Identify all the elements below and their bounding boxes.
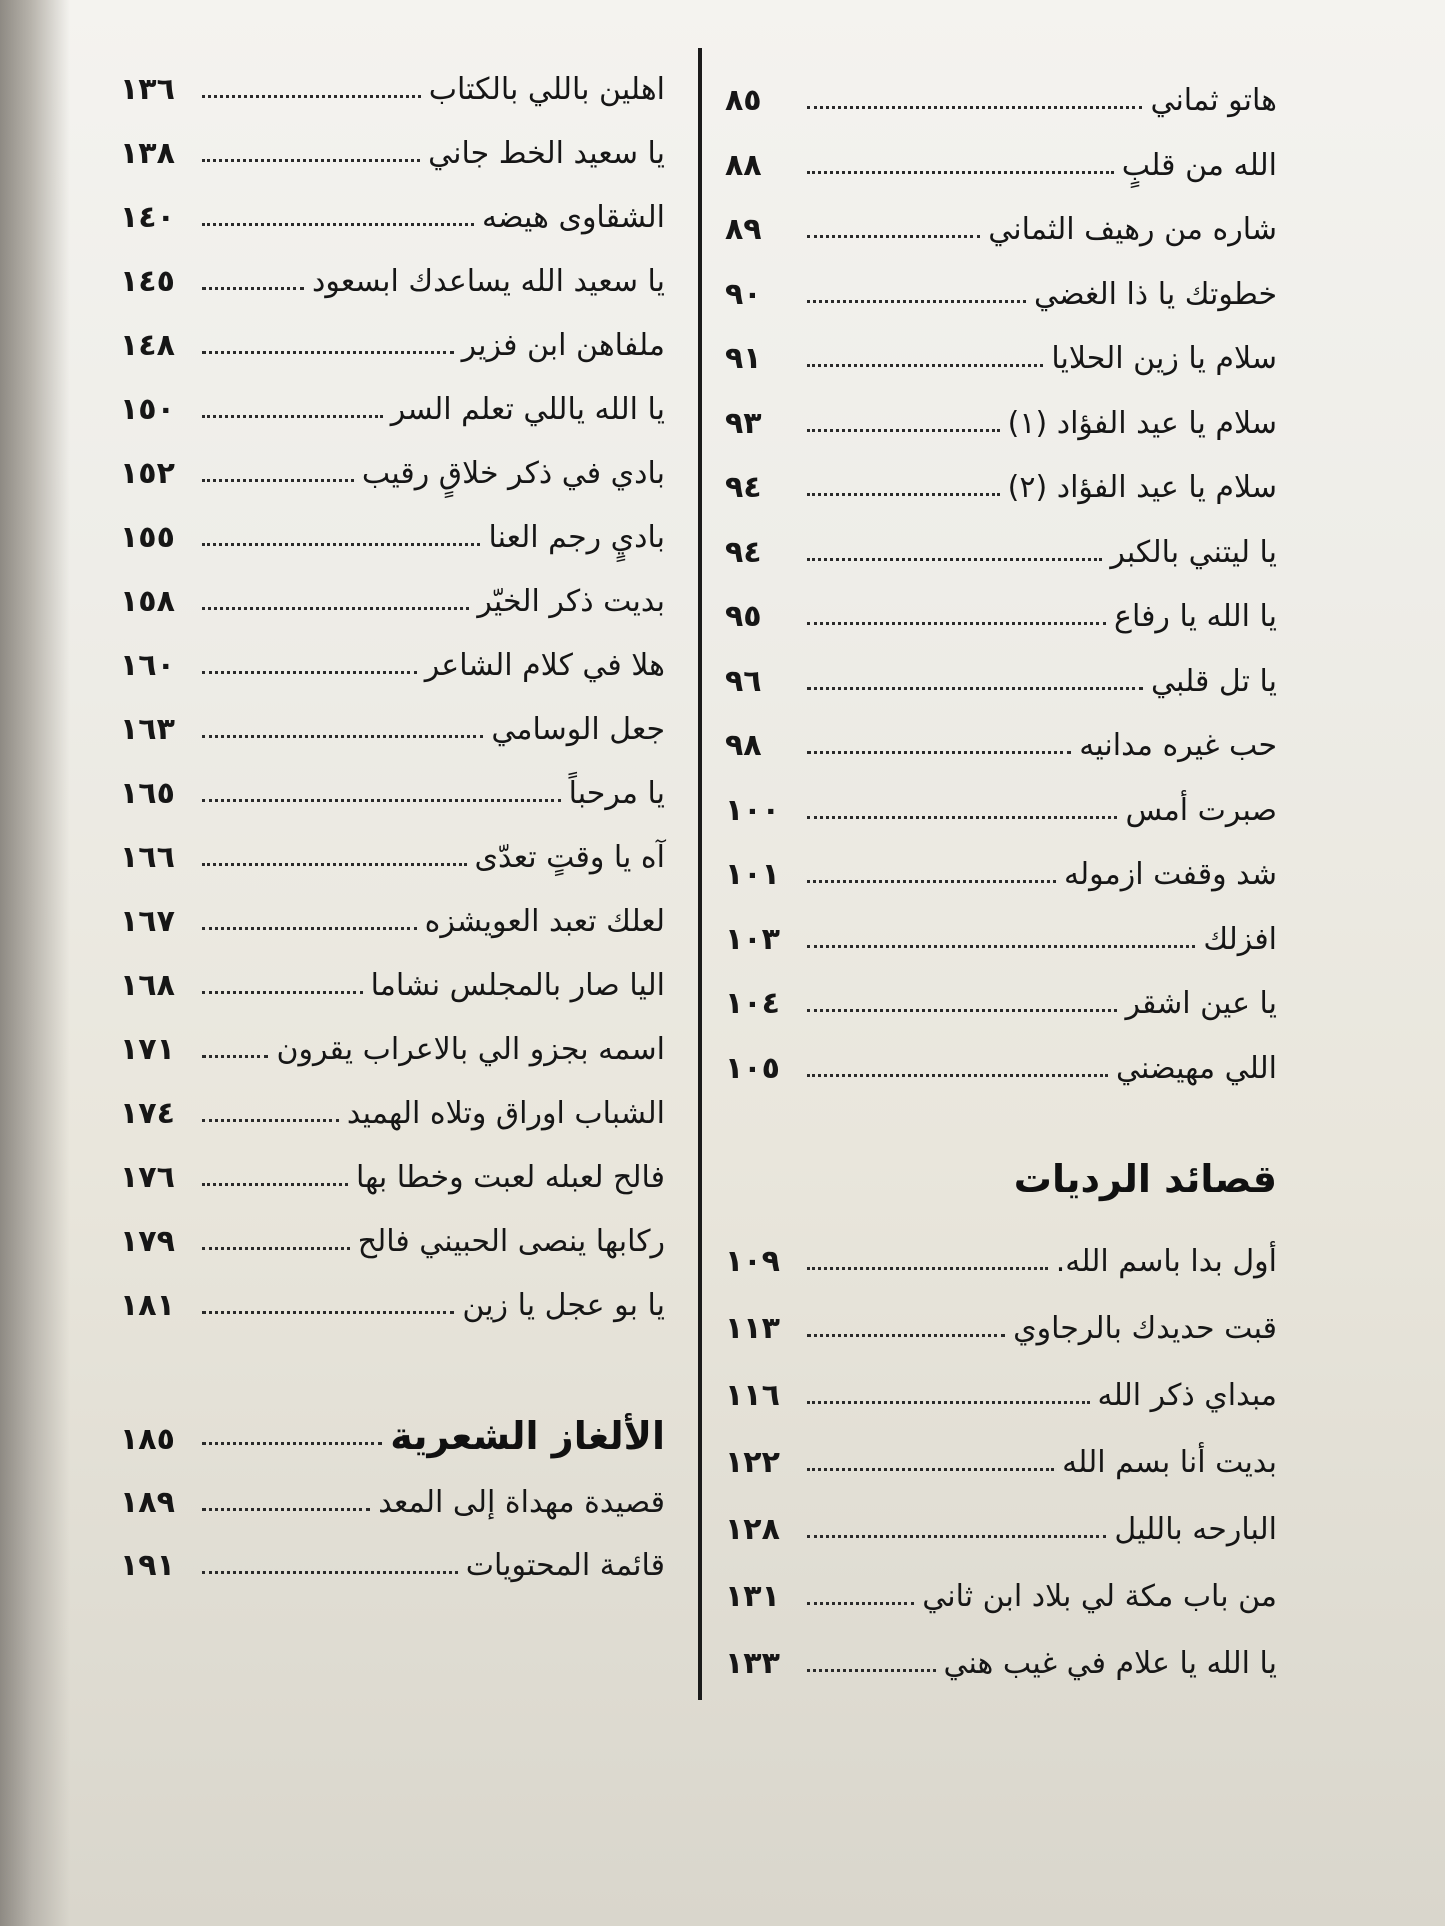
toc-entry-page-number: ١٢٨	[725, 1512, 780, 1547]
section-heading-title: الألغاز الشعرية	[390, 1414, 665, 1458]
toc-entry	[120, 375, 665, 425]
toc-entry-title: بديت ذكر الخيّر	[477, 584, 665, 619]
toc-entry-title: حب غيره مدانيه	[1079, 728, 1277, 763]
toc-entry-page-number: ١٤٨	[120, 328, 175, 363]
toc-entry-title: شاره من رهيف الثماني	[988, 212, 1277, 247]
toc-entry	[120, 503, 665, 553]
toc-entry-title: يا سعيد الله يساعدك ابسعود	[312, 264, 665, 299]
toc-entry	[725, 582, 1277, 632]
dot-leader	[807, 171, 1114, 174]
dot-leader	[202, 1055, 268, 1058]
toc-entry-page-number: ١٤٥	[120, 264, 175, 299]
toc-entry	[120, 439, 665, 489]
toc-entry-title: قصيدة مهداة إلى المعد	[378, 1485, 665, 1520]
toc-entry	[120, 695, 665, 745]
dot-leader	[202, 479, 354, 482]
toc-entry	[120, 55, 665, 105]
toc-entry	[120, 823, 665, 873]
toc-entry-title: البارحه بالليل	[1114, 1512, 1277, 1547]
toc-entry-title: يا سعيد الخط جاني	[428, 136, 665, 171]
dot-leader	[807, 1669, 936, 1672]
section-heading	[120, 1395, 665, 1458]
toc-entry	[120, 1207, 665, 1257]
toc-entry-title: هلا في كلام الشاعر	[424, 648, 665, 683]
toc-entry-title: قائمة المحتويات	[465, 1548, 665, 1583]
toc-entry-page-number: ١٨٩	[120, 1485, 175, 1520]
dot-leader	[202, 1442, 382, 1445]
toc-entry-page-number: ٨٩	[725, 212, 762, 247]
toc-entry-title: شد وقفت ازموله	[1063, 857, 1277, 892]
toc-entry-page-number: ١٥٥	[120, 520, 175, 555]
toc-entry-title: يا الله ياللي تعلم السر	[390, 392, 665, 427]
toc-entry	[725, 1495, 1277, 1545]
toc-entry-title: يا ليتني بالكبر	[1110, 534, 1277, 570]
toc-entry-title: اهلين باللي بالكتاب	[428, 72, 665, 107]
dot-leader	[202, 1508, 370, 1511]
toc-entry-page-number: ٩١	[725, 341, 762, 376]
toc-entry	[725, 647, 1277, 697]
dot-leader	[807, 1401, 1090, 1404]
toc-entry-title: يا تل قلبي	[1151, 663, 1277, 699]
dot-leader	[202, 1119, 339, 1122]
toc-entry-title: افزلك	[1203, 921, 1277, 957]
toc-entry-title: سلام يا زين الحلايا	[1051, 341, 1277, 376]
toc-entry	[725, 776, 1277, 826]
toc-entry	[725, 1629, 1277, 1679]
dot-leader	[202, 159, 420, 162]
toc-entry-page-number: ١٠٣	[725, 921, 780, 957]
dot-leader	[807, 751, 1071, 754]
toc-entry-title: فالح لعبله لعبت وخطا بها	[355, 1160, 665, 1195]
dot-leader	[202, 287, 304, 290]
toc-entry-title: خطوتك يا ذا الغضي	[1033, 276, 1277, 312]
toc-entry	[120, 1271, 665, 1321]
toc-entry	[120, 1143, 665, 1193]
toc-entry-title: يا عين اشقر	[1125, 986, 1277, 1021]
toc-entry-page-number: ١٩١	[120, 1548, 175, 1583]
toc-entry-page-number: ١٣٣	[725, 1646, 780, 1681]
toc-entry-page-number: ١٥٢	[120, 456, 175, 491]
dot-leader	[202, 223, 474, 226]
toc-entry-page-number: ١٠٠	[725, 792, 780, 828]
toc-entry-title: الشقاوى هيضه	[481, 200, 665, 235]
toc-entry	[725, 1294, 1277, 1344]
dot-leader	[807, 816, 1117, 819]
toc-entry	[725, 840, 1277, 890]
toc-entry-title: جعل الوسامي	[491, 712, 665, 747]
toc-entry-title: اللي مهيضني	[1116, 1050, 1277, 1086]
toc-entry	[725, 131, 1277, 181]
dot-leader	[202, 799, 561, 802]
section-heading	[725, 1138, 1277, 1201]
dot-leader	[202, 1183, 348, 1186]
toc-entry-page-number: ٩٤	[725, 470, 762, 505]
dot-leader	[807, 1334, 1005, 1337]
dot-leader	[202, 1311, 454, 1314]
dot-leader	[807, 558, 1102, 561]
toc-entry-page-number: ١٠٥	[725, 1050, 780, 1086]
toc-entry-page-number: ١٦٦	[120, 840, 175, 875]
toc-entry-page-number: ٨٥	[725, 83, 762, 118]
toc-entry-title: بديت أنا بسم الله	[1062, 1445, 1277, 1480]
dot-leader	[202, 863, 467, 866]
toc-entry	[725, 260, 1277, 310]
toc-entry	[120, 183, 665, 233]
toc-entry	[120, 631, 665, 681]
dot-leader	[807, 364, 1043, 367]
dot-leader	[202, 95, 421, 98]
toc-entry-title: ملفاهن ابن فزير	[461, 328, 665, 363]
toc-entry-page-number: ١٣٨	[120, 136, 175, 171]
dot-leader	[202, 927, 417, 930]
dot-leader	[807, 1602, 914, 1605]
dot-leader	[202, 735, 483, 738]
toc-entry-page-number: ١٠١	[725, 857, 780, 892]
toc-entry-page-number: ١٤٠	[120, 200, 175, 235]
toc-entry-title: أول بدا باسم الله.	[1055, 1244, 1277, 1279]
toc-entry	[120, 951, 665, 1001]
toc-entry-page-number: ١٠٤	[725, 986, 780, 1021]
dot-leader	[807, 1074, 1108, 1077]
toc-entry-page-number: ١٢٢	[725, 1445, 780, 1480]
toc-entry-title: يا بو عجل يا زين	[462, 1288, 665, 1323]
toc-entry-title: قبت حديدك بالرجاوي	[1013, 1311, 1277, 1346]
toc-entry	[725, 969, 1277, 1019]
toc-entry-page-number: ١٦٣	[120, 712, 175, 747]
dot-leader	[807, 945, 1195, 948]
toc-entry-page-number: ١٣٦	[120, 72, 175, 107]
section-heading-title: قصائد الرديات	[1013, 1157, 1277, 1201]
dot-leader	[807, 1535, 1106, 1538]
dot-leader	[807, 1468, 1054, 1471]
toc-entry-page-number: ٩٦	[725, 663, 762, 699]
dot-leader	[202, 1247, 350, 1250]
toc-entry	[725, 1361, 1277, 1411]
toc-entry-page-number: ١١٦	[725, 1378, 780, 1413]
toc-entry-page-number: ١٦٨	[120, 968, 175, 1003]
toc-entry	[725, 324, 1277, 374]
toc-entry-title: لعلك تعبد العويشزه	[424, 904, 665, 939]
dot-leader	[807, 235, 980, 238]
dot-leader	[807, 622, 1106, 625]
toc-entry-title: سلام يا عيد الفؤاد (١)	[1007, 405, 1277, 441]
toc-entry-page-number: ٩٠	[725, 276, 762, 312]
dot-leader	[807, 106, 1142, 109]
toc-entry	[120, 247, 665, 297]
toc-entry	[120, 1531, 665, 1581]
toc-entry	[725, 453, 1277, 503]
toc-entry-title: باديٍ رجم العنا	[488, 520, 665, 555]
toc-entry	[120, 1079, 665, 1129]
toc-entry	[725, 1034, 1277, 1084]
toc-entry-title: يا مرحباً	[568, 776, 665, 811]
toc-entry	[725, 1428, 1277, 1478]
toc-entry-page-number: ١٨١	[120, 1288, 175, 1323]
toc-entry-title: الشباب اوراق وتلاه الهميد	[346, 1096, 665, 1131]
toc-entry-page-number: ١٥٨	[120, 584, 175, 619]
toc-entry-page-number: ١٧٦	[120, 1160, 175, 1195]
toc-entry	[120, 567, 665, 617]
dot-leader	[807, 880, 1056, 883]
toc-entry-page-number: ٩٥	[725, 599, 762, 634]
toc-entry-page-number: ١١٣	[725, 1311, 780, 1346]
toc-entry-page-number: ١٦٧	[120, 904, 175, 939]
toc-entry-page-number: ١٦٠	[120, 648, 175, 683]
column-divider	[698, 48, 702, 1700]
toc-entry-page-number: ١٥٠	[120, 392, 175, 427]
toc-entry-title: هاتو ثماني	[1150, 83, 1277, 118]
dot-leader	[807, 493, 1000, 496]
dot-leader	[807, 1009, 1117, 1012]
dot-leader	[807, 687, 1143, 690]
toc-entry	[120, 1468, 665, 1518]
toc-entry	[120, 759, 665, 809]
dot-leader	[807, 300, 1026, 303]
toc-entry	[725, 389, 1277, 439]
toc-entry-page-number: ٨٨	[725, 147, 762, 183]
dot-leader	[202, 351, 454, 354]
toc-entry	[120, 119, 665, 169]
toc-entry	[725, 66, 1277, 116]
toc-entry-title: ركابها ينصى الحبيني فالح	[357, 1224, 665, 1259]
toc-entry	[120, 887, 665, 937]
dot-leader	[807, 1267, 1048, 1270]
toc-entry	[725, 905, 1277, 955]
toc-entry-title: اليا صار بالمجلس نشاما	[370, 968, 665, 1003]
toc-entry-title: يا الله يا رفاع	[1114, 599, 1277, 634]
toc-entry-page-number: ٩٣	[725, 405, 762, 441]
dot-leader	[202, 543, 480, 546]
dot-leader	[202, 607, 469, 610]
toc-entry	[725, 711, 1277, 761]
toc-entry-title: آه يا وقتٍ تعدّى	[474, 840, 665, 875]
toc-entry-title: اسمه بجزو الي بالاعراب يقرون	[276, 1032, 665, 1067]
toc-entry-title: من باب مكة لي بلاد ابن ثاني	[922, 1579, 1277, 1614]
toc-entry-title: صبرت أمس	[1125, 792, 1277, 828]
toc-entry	[725, 518, 1277, 568]
toc-entry-title: الله من قلبٍ	[1121, 147, 1277, 183]
toc-entry	[120, 1015, 665, 1065]
toc-entry	[120, 311, 665, 361]
toc-entry-title: بادي في ذكر خلاقٍ رقيب	[361, 456, 665, 491]
dot-leader	[202, 671, 417, 674]
dot-leader	[807, 429, 1000, 432]
dot-leader	[202, 991, 363, 994]
toc-entry-page-number: ١٧٤	[120, 1096, 175, 1131]
toc-entry	[725, 195, 1277, 245]
toc-entry-page-number: ٩٤	[725, 534, 762, 570]
toc-entry	[725, 1227, 1277, 1277]
section-heading-page-number: ١٨٥	[120, 1422, 175, 1457]
toc-entry-title: سلام يا عيد الفؤاد (٢)	[1007, 470, 1277, 505]
toc-entry-page-number: ١٧٩	[120, 1224, 175, 1259]
toc-entry-page-number: ١٣١	[725, 1579, 780, 1614]
toc-entry-title: مبداي ذكر الله	[1097, 1378, 1277, 1413]
toc-entry-page-number: ١٠٩	[725, 1244, 780, 1279]
dot-leader	[202, 1571, 458, 1574]
toc-entry	[725, 1562, 1277, 1612]
toc-entry-page-number: ١٦٥	[120, 776, 175, 811]
toc-entry-title: يا الله يا علام في غيب هني	[943, 1646, 1277, 1681]
toc-entry-page-number: ٩٨	[725, 728, 762, 763]
book-gutter-shadow	[0, 0, 70, 1926]
dot-leader	[202, 415, 383, 418]
toc-entry-page-number: ١٧١	[120, 1032, 175, 1067]
